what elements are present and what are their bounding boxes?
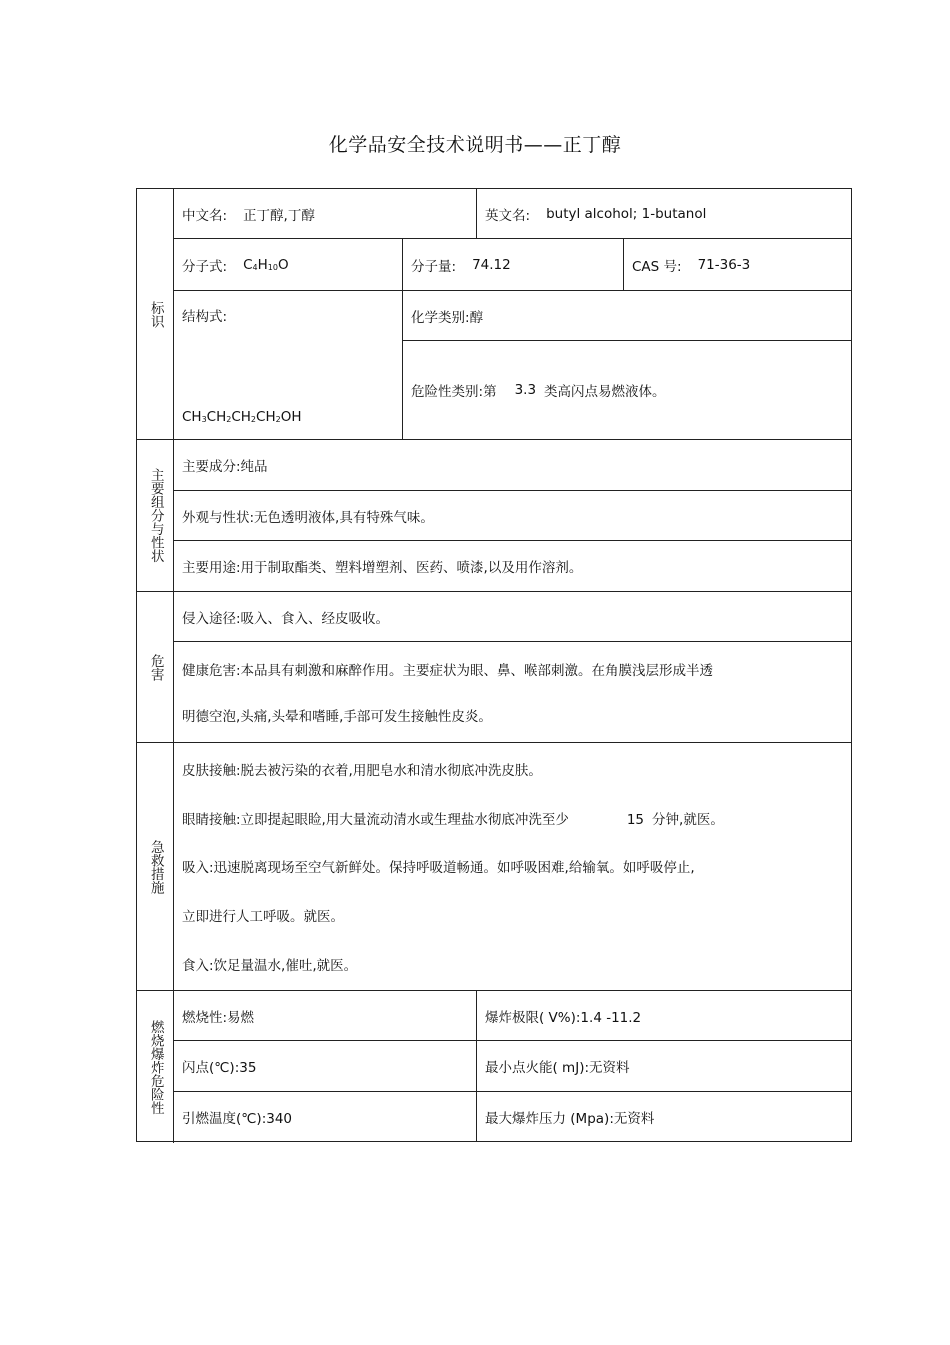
explosion-limit-cell: 爆炸极限( V%):1.4 -11.2 — [477, 991, 851, 1041]
hazard-class-cell: 危险性类别: 第 3.3 类高闪点易燃液体。 — [403, 341, 851, 440]
page-title: 化学品安全技术说明书——正丁醇 — [328, 134, 622, 156]
inhalation-line2: 立即进行人工呼吸。就医。 — [182, 909, 344, 926]
section-hazard: 危害 — [137, 592, 174, 743]
ingestion: 食入:饮足量温水,催吐,就医。 — [182, 957, 358, 974]
section-firstaid: 急救措施 — [137, 743, 174, 991]
health-hazard-row: 健康危害:本品具有刺激和麻醉作用。主要症状为眼、鼻、喉部刺激。在角膜浅层形成半透 明德空泡,头痛,头晕和嗜睡,手部可发生接触性皮炎。 — [174, 642, 851, 743]
formula-value: $C_4H_{10}O$ — [243, 256, 289, 273]
structure-cell: 结构式: $CH_3CH_2CH_2CH_2OH$ — [174, 291, 403, 440]
usage-row: 主要用途:用于制取酯类、塑料增塑剂、医药、喷漆,以及用作溶剂。 — [174, 541, 851, 592]
section-composition: 主要组分与性状 — [137, 440, 174, 592]
cn-name-cell: 中文名: 正丁醇,丁醇 — [174, 189, 477, 239]
skin-contact: 皮肤接触:脱去被污染的衣着,用肥皂水和清水彻底冲洗皮肤。 — [182, 763, 542, 780]
min-ignition-energy-cell: 最小点火能( mJ):无资料 — [477, 1041, 851, 1092]
eye-contact: 眼睛接触:立即提起眼睑,用大量流动清水或生理盐水彻底冲洗至少 15 分钟,就医。 — [182, 811, 724, 828]
flammability-cell: 燃烧性:易燃 — [174, 991, 477, 1041]
cas-cell: CAS 号: 71-36-3 — [624, 239, 851, 291]
first-aid-block — [174, 743, 851, 991]
chemical-class-cell: 化学类别: 醇 — [403, 291, 851, 341]
formula-cell: 分子式: $C_4H_{10}O$ — [174, 239, 403, 291]
flash-point-cell: 闪点(℃):35 — [174, 1041, 477, 1092]
msds-table — [136, 188, 852, 1142]
autoignition-temp-cell: 引燃温度(℃):340 — [174, 1092, 477, 1141]
section-fire: 燃烧爆炸危险性 — [137, 991, 174, 1143]
en-name-cell: 英文名: butyl alcohol; 1-butanol — [477, 189, 851, 239]
inhalation-line1: 吸入:迅速脱离现场至空气新鲜处。保持呼吸道畅通。如呼吸困难,给输氧。如呼吸停止, — [182, 860, 695, 877]
main-component-row: 主要成分:纯品 — [174, 440, 851, 491]
entry-route-row: 侵入途径:吸入、食入、经皮吸收。 — [174, 592, 851, 642]
molecular-weight-cell: 分子量: 74.12 — [403, 239, 624, 291]
section-identification: 标识 — [137, 189, 174, 440]
max-explosion-pressure-cell: 最大爆炸压力 (Mpa):无资料 — [485, 1110, 655, 1127]
structure-formula: $CH_3CH_2CH_2CH_2OH$ — [182, 409, 302, 425]
appearance-row: 外观与性状:无色透明液体,具有特殊气味。 — [174, 491, 851, 541]
